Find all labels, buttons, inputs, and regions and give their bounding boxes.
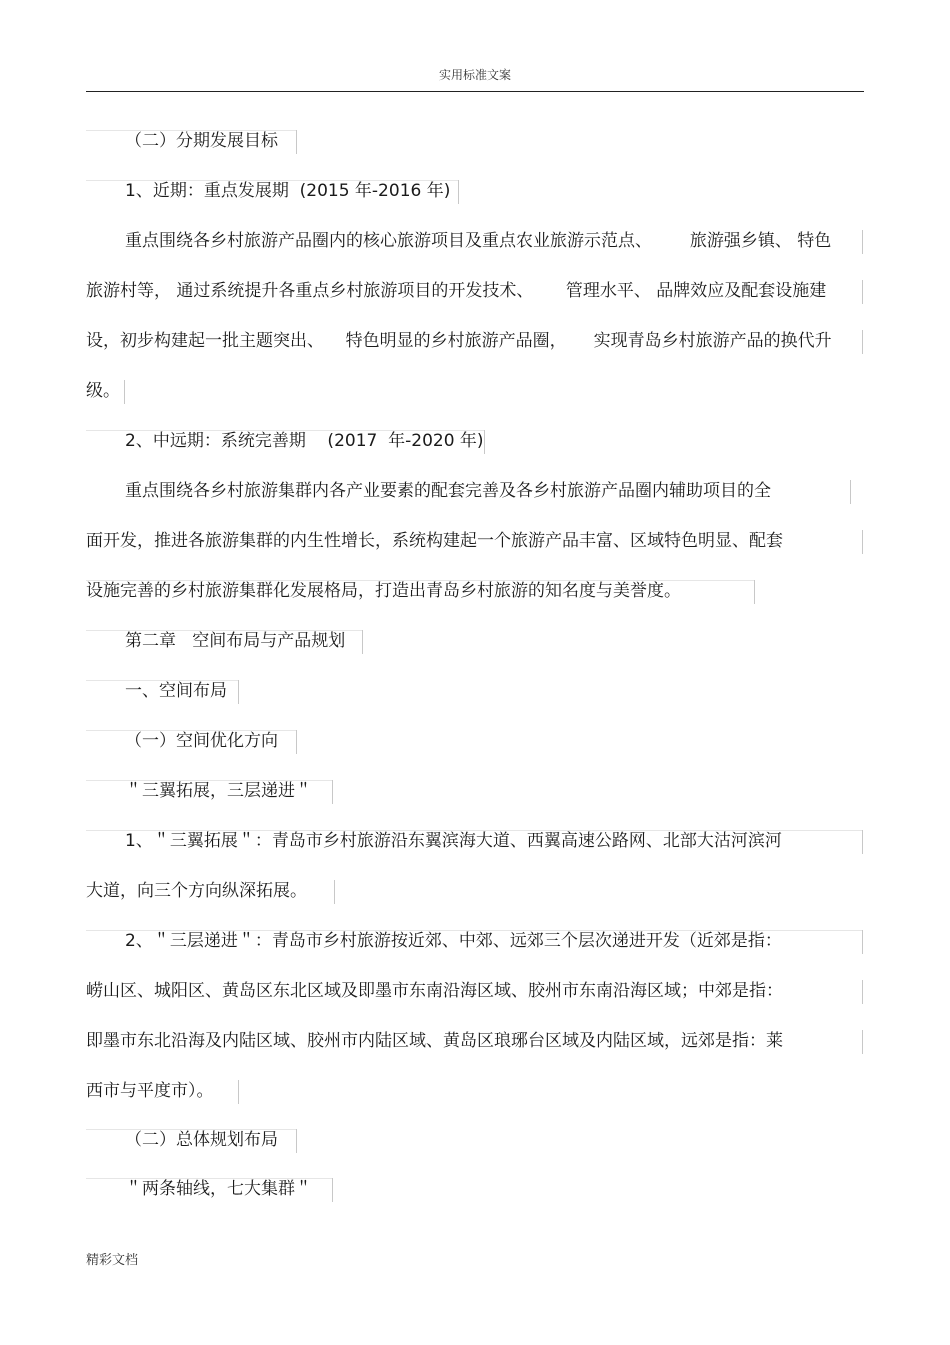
cell-border: [862, 930, 863, 954]
cell-border: [850, 480, 851, 504]
paragraph-line: 面开发，推进各旅游集群的内生性增长，系统构建起一个旅游产品丰富、区域特色明显、配套: [86, 531, 783, 551]
strategy-heading: ＂两条轴线，七大集群＂: [125, 1179, 312, 1199]
paragraph-line: 设，初步构建起一批主题突出、 特色明显的乡村旅游产品圈， 实现青岛乡村旅游产品的换代升: [86, 331, 832, 351]
cell-border: [862, 230, 863, 254]
subsection-heading: （二）分期发展目标: [125, 131, 278, 151]
cell-border: [296, 730, 297, 754]
chapter-heading: 第二章 空间布局与产品规划: [125, 631, 346, 651]
page-header: 实用标准文案: [438, 68, 511, 82]
cell-border: [332, 1178, 333, 1202]
page-footer: 精彩文档: [86, 1253, 139, 1268]
cell-border: [484, 430, 485, 454]
paragraph-line: 大道，向三个方向纵深拓展。: [86, 881, 307, 901]
cell-border: [862, 330, 863, 354]
paragraph-line: 西市与平度市）。: [86, 1081, 214, 1101]
paragraph-line: 重点围绕各乡村旅游集群内各产业要素的配套完善及各乡村旅游产品圈内辅助项目的全: [125, 481, 771, 501]
paragraph-line: 设施完善的乡村旅游集群化发展格局，打造出青岛乡村旅游的知名度与美誉度。: [86, 581, 681, 601]
cell-border: [296, 1129, 297, 1153]
paragraph-line: 级。: [86, 381, 120, 401]
cell-border: [238, 680, 239, 704]
paragraph-line: 即墨市东北沿海及内陆区域、胶州市内陆区域、黄岛区琅琊台区域及内陆区域，远郊是指：莱: [86, 1031, 783, 1051]
cell-border: [862, 980, 863, 1004]
phase-heading: 1、近期：重点发展期 (2015 年-2016 年): [125, 181, 451, 201]
cell-border: [296, 130, 297, 154]
subsection-heading: （一）空间优化方向: [125, 731, 278, 751]
subsection-heading: （二）总体规划布局: [125, 1130, 278, 1150]
cell-border: [862, 280, 863, 304]
paragraph-line: 崂山区、城阳区、黄岛区东北区域及即墨市东南沿海区域、胶州市东南沿海区域；中郊是指：: [86, 981, 783, 1001]
cell-border: [862, 1030, 863, 1054]
header-rule: [86, 91, 864, 92]
strategy-heading: ＂三翼拓展，三层递进＂: [125, 781, 312, 801]
section-heading: 一、空间布局: [125, 681, 227, 701]
paragraph-line: 重点围绕各乡村旅游产品圈内的核心旅游项目及重点农业旅游示范点、 旅游强乡镇、 特色: [125, 231, 832, 251]
cell-border: [238, 1080, 239, 1104]
paragraph-line: 旅游村等， 通过系统提升各重点乡村旅游项目的开发技术、 管理水平、 品牌效应及配套设施建: [86, 281, 827, 301]
paragraph-line: 1、＂三翼拓展＂：青岛市乡村旅游沿东翼滨海大道、西翼高速公路网、北部大沽河滨河: [125, 831, 782, 851]
cell-border: [862, 530, 863, 554]
paragraph-line: 2、＂三层递进＂：青岛市乡村旅游按近郊、中郊、远郊三个层次递进开发（近郊是指：: [125, 931, 782, 951]
cell-border: [334, 880, 335, 904]
cell-border: [458, 180, 459, 204]
cell-border: [124, 380, 125, 404]
cell-border: [862, 830, 863, 854]
cell-border: [362, 630, 363, 654]
cell-border: [332, 780, 333, 804]
phase-heading: 2、中远期：系统完善期 (2017 年-2020 年): [125, 431, 484, 451]
cell-border: [754, 580, 755, 604]
